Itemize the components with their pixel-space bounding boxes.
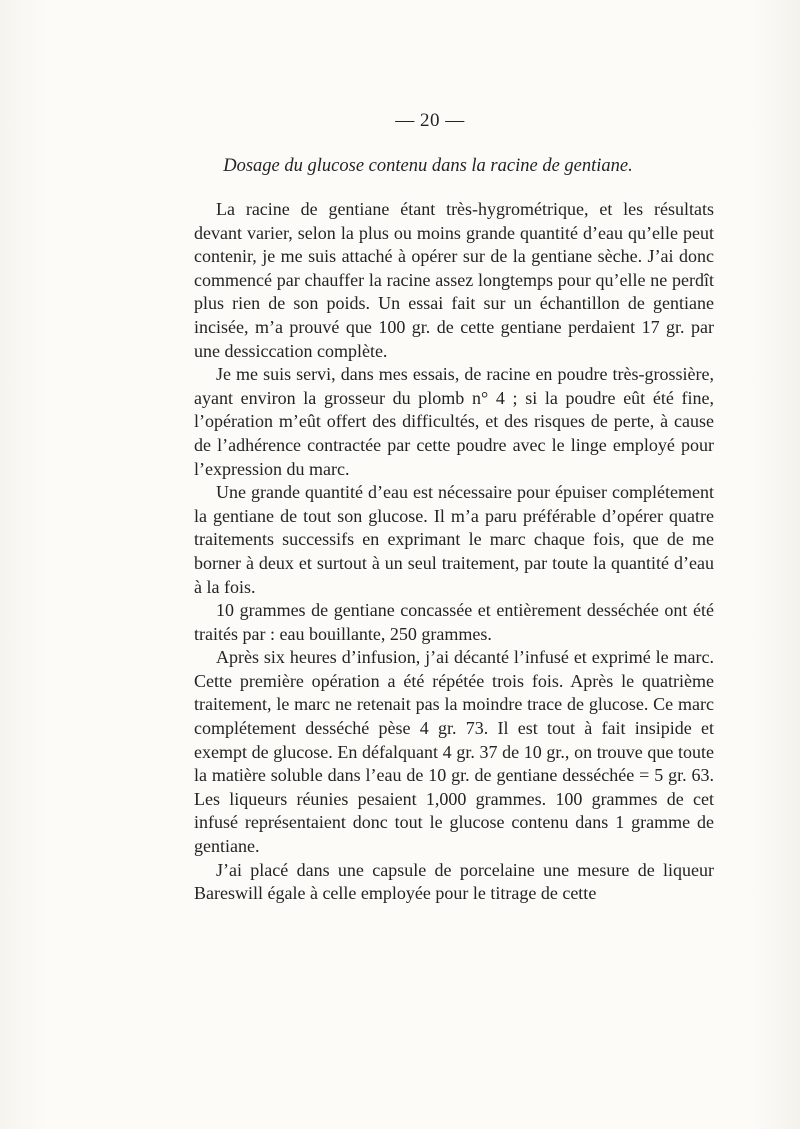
paragraph: 10 grammes de gentiane concassée et entièrement desséchée ont été traités par : eau bouillante, 250 grammes. <box>194 600 714 644</box>
paragraph: Après six heures d’infusion, j’ai décanté l’infusé et exprimé le marc. Cette première opération a été répétée trois fois. Après le quatrième traitement, le marc ne retenait pas la moindre trace de glucose. Ce marc complétement desséché pèse 4 gr. 73. Il est tout à fait insipide et exempt de glucose. En défalquant 4 gr. 37 de 10 gr., on trouve que toute la matière soluble dans l’eau de 10 gr. de gentiane desséchée = 5 gr. 63. Les liqueurs réunies pesaient 1,000 grammes. 100 grammes de cet infusé représentaient donc tout le glucose contenu dans 1 gramme de gentiane. <box>194 647 714 857</box>
paragraph: La racine de gentiane étant très-hygrométrique, et les résultats devant varier, selon la plus ou moins grande quantité d’eau qu’elle peut contenir, je me suis attaché à opérer sur de la gentiane sèche. J’ai donc commencé par chauffer la racine assez longtemps pour qu’elle ne perdît plus rien de son poids. Un essai fait sur un échantillon de gentiane incisée, m’a prouvé que 100 gr. de cette gentiane perdaient 17 gr. par une dessiccation complète. <box>194 199 714 361</box>
section-heading: Dosage du glucose contenu dans la racine de gentiane. <box>223 156 633 176</box>
page-number: — 20 — <box>395 110 465 131</box>
body-text <box>194 198 714 906</box>
paragraph: Une grande quantité d’eau est nécessaire pour épuiser complétement la gentiane de tout son glucose. Il m’a paru préférable d’opérer quatre traitements successifs en exprimant le marc chaque fois, que de me borner à deux et surtout à un seul traitement, par toute la quantité d’eau à la fois. <box>194 482 714 597</box>
paragraph: Je me suis servi, dans mes essais, de racine en poudre très-grossière, ayant environ la grosseur du plomb n° 4 ; si la poudre eût été fine, l’opération m’eût offert des difficultés, et des risques de perte, à cause de l’adhérence contractée par cette poudre avec le linge employé pour l’expression du marc. <box>194 364 714 479</box>
paragraph: J’ai placé dans une capsule de porcelaine une mesure de liqueur Bareswill égale à celle employée pour le titrage de cette <box>194 859 714 904</box>
